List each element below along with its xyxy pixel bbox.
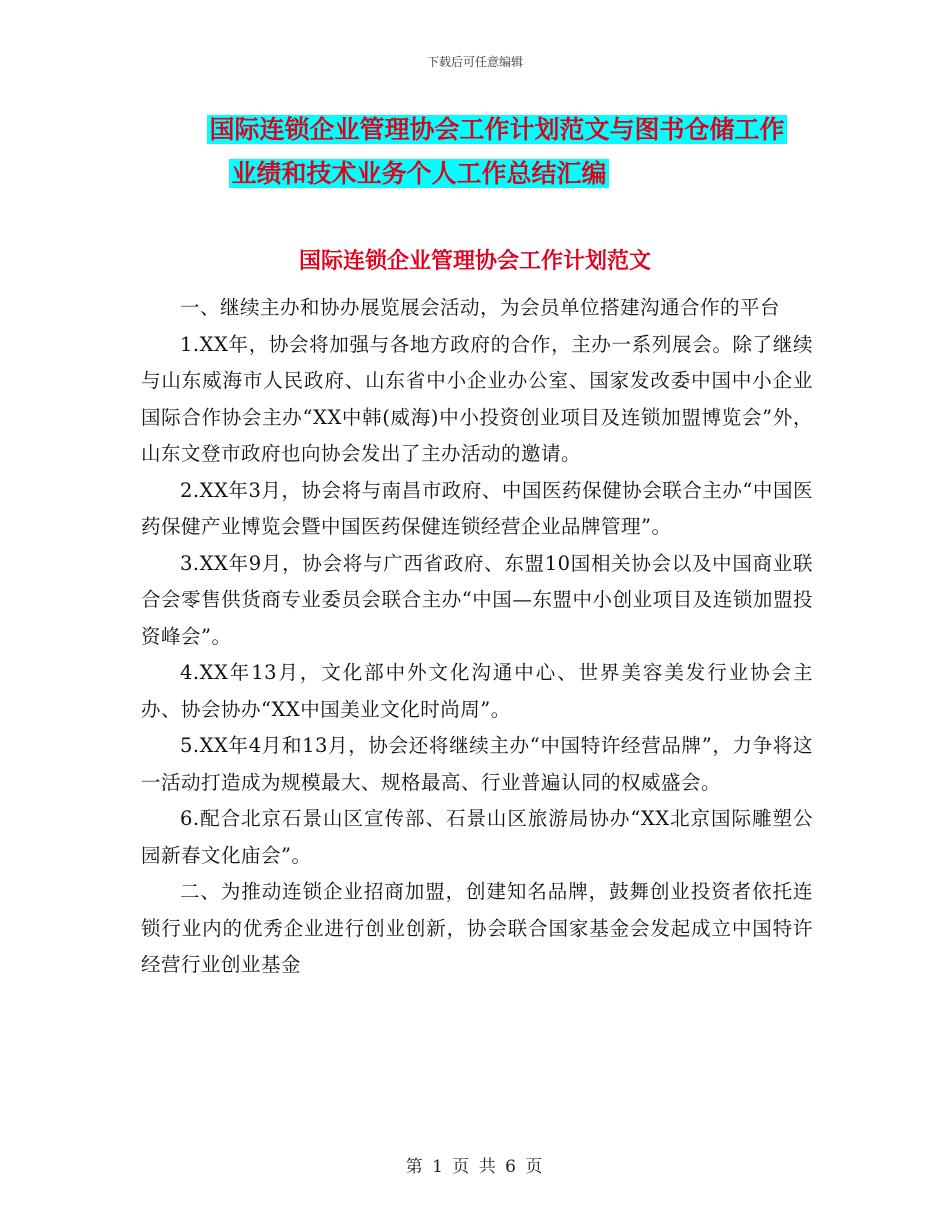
- document-title: [0, 108, 950, 196]
- document-body: [141, 290, 813, 984]
- paragraph: 5.XX年4月和13月，协会还将继续主办“中国特许经营品牌”，力争将这一活动打造成为规模最大、规格最高、行业普遍认同的权威盛会。: [141, 734, 813, 794]
- paragraph: 1.XX年，协会将加强与各地方政府的合作，主办一系列展会。除了继续与山东威海市人民政府、山东省中小企业办公室、国家发改委中国中小企业国际合作协会主办“XX中韩(威海)中小投资创业项目及连锁加盟博览会”外，山东文登市政府也向协会发出了主办活动的邀请。: [141, 332, 813, 465]
- paragraph: 4.XX年13月，文化部中外文化沟通中心、世界美容美发行业协会主办、协会协办“XX中国美业文化时尚周”。: [141, 661, 813, 721]
- section-title: 国际连锁企业管理协会工作计划范文: [298, 249, 651, 274]
- page-number: 第 1 页 共 6 页: [405, 1157, 545, 1177]
- paragraph: 3.XX年9月，协会将与广西省政府、东盟10国相关协会以及中国商业联合会零售供货商专业委员会联合主办“中国—东盟中小创业项目及连锁加盟投资峰会”。: [141, 551, 813, 648]
- document-title-line-1: 国际连锁企业管理协会工作计划范文与图书仓储工作: [209, 115, 785, 144]
- paragraph: 6.配合北京石景山区宣传部、石景山区旅游局协办“XX北京国际雕塑公园新春文化庙会”。: [141, 807, 813, 867]
- page-header-note: 下载后可任意编辑: [426, 55, 523, 69]
- paragraph: 二、为推动连锁企业招商加盟，创建知名品牌，鼓舞创业投资者依托连锁行业内的优秀企业进行创业创新，协会联合国家基金会发起成立中国特许经营行业创业基金: [141, 880, 813, 976]
- paragraph: 一、继续主办和协办展览展会活动，为会员单位搭建沟通合作的平台: [180, 296, 781, 319]
- paragraph: 2.XX年3月，协会将与南昌市政府、中国医药保健协会联合主办“中国医药保健产业博览会暨中国医药保健连锁经营企业品牌管理”。: [141, 478, 813, 538]
- document-title-line-2: 业绩和技术业务个人工作总结汇编: [231, 159, 607, 188]
